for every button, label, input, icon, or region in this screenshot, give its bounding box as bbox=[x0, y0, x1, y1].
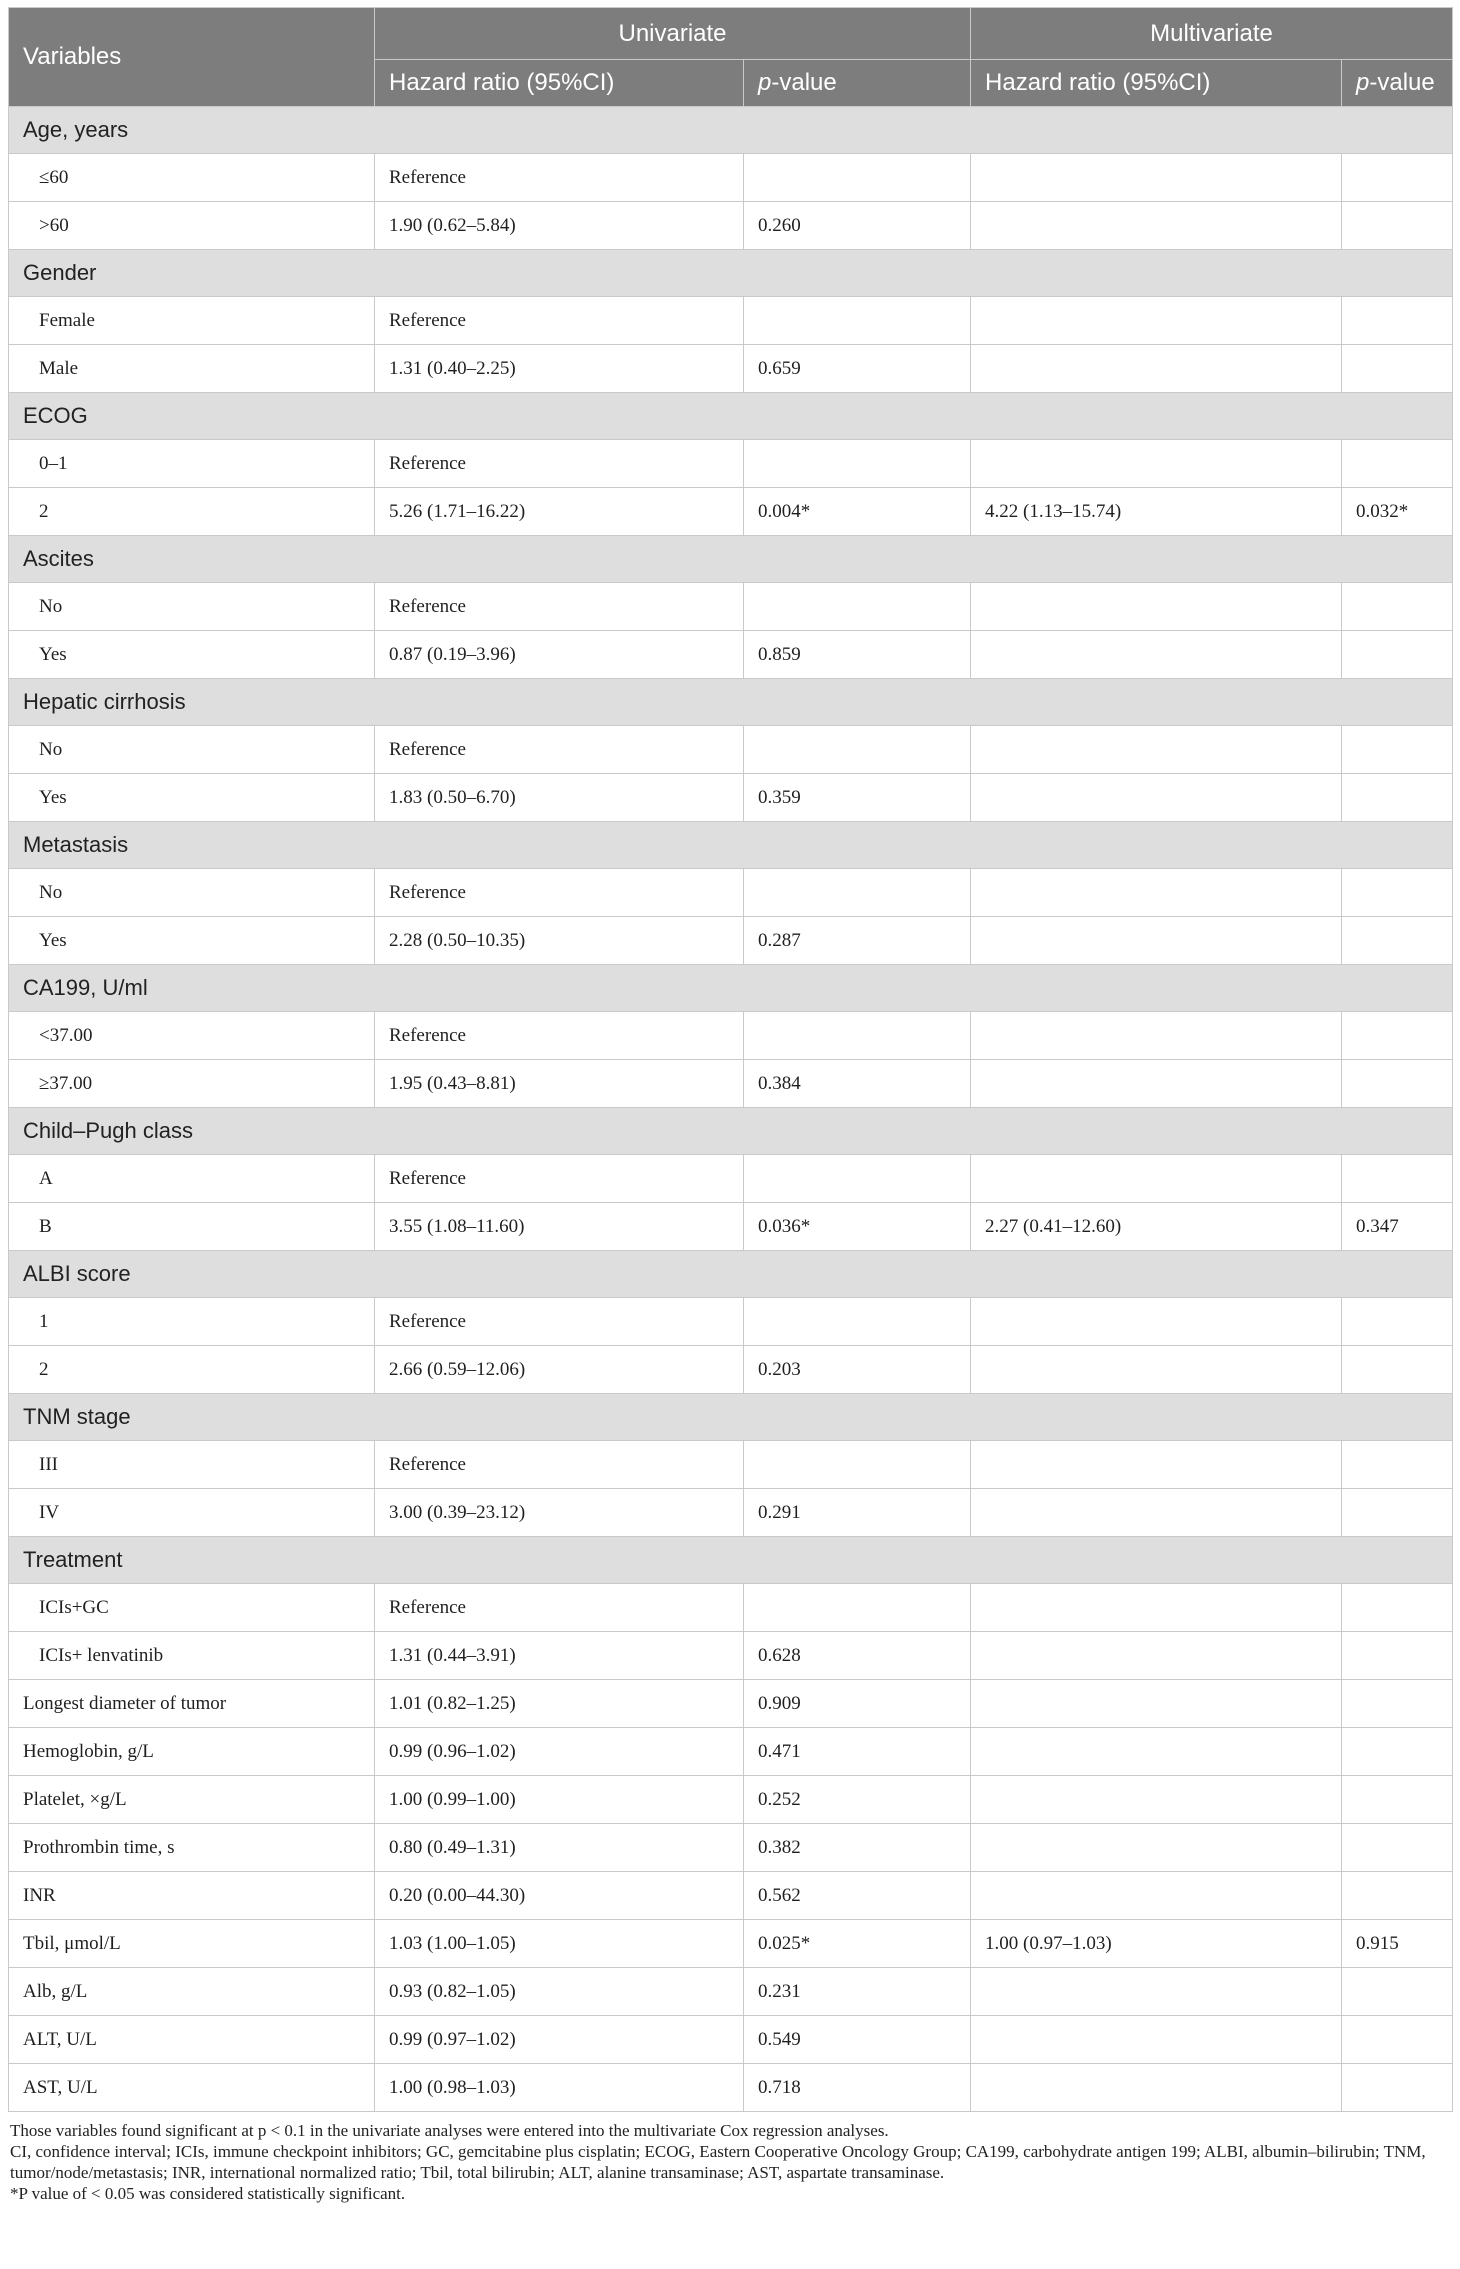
multivariate-hazard-ratio bbox=[971, 1060, 1342, 1108]
univariate-hazard-ratio: Reference bbox=[375, 1298, 744, 1346]
univariate-p-value: 0.549 bbox=[744, 2016, 971, 2064]
multivariate-hazard-ratio bbox=[971, 345, 1342, 393]
table-section-row bbox=[9, 107, 1453, 154]
univariate-p-value: 0.659 bbox=[744, 345, 971, 393]
multivariate-p-value bbox=[1342, 1346, 1453, 1394]
univariate-p-value: 0.260 bbox=[744, 202, 971, 250]
univariate-p-value: 0.231 bbox=[744, 1968, 971, 2016]
univariate-p-value: 0.382 bbox=[744, 1824, 971, 1872]
variable-label: B bbox=[9, 1203, 375, 1251]
univariate-p-value bbox=[744, 1012, 971, 1060]
footnote-abbreviations: CI, confidence interval; ICIs, immune checkpoint inhibitors; GC, gemcitabine plus cisplatin; ECOG, Eastern Cooperative Oncology Group; CA199, carbohydrate antigen 199; ALBI, albumin–bilirubin; TNM, tumor/node/metastasis; INR, international normalized ratio; Tbil, total bilirubin; ALT, alanine transaminase; AST, aspartate transaminase. bbox=[10, 2142, 1426, 2182]
table-section-row bbox=[9, 1394, 1453, 1441]
multivariate-hazard-ratio bbox=[971, 1298, 1342, 1346]
multivariate-p-value bbox=[1342, 1489, 1453, 1537]
univariate-p-value: 0.859 bbox=[744, 631, 971, 679]
univariate-p-value: 0.562 bbox=[744, 1872, 971, 1920]
p-suffix: -value bbox=[771, 69, 837, 96]
variable-label: ALT, U/L bbox=[9, 2016, 375, 2064]
multivariate-hazard-ratio bbox=[971, 1441, 1342, 1489]
table-section-row bbox=[9, 822, 1453, 869]
multivariate-hazard-ratio bbox=[971, 917, 1342, 965]
footnote-significance-threshold: Those variables found significant at p < 0.1 in the univariate analyses were entered into the multivariate Cox regression analyses. bbox=[10, 2121, 889, 2140]
multivariate-p-value bbox=[1342, 1155, 1453, 1203]
table-row bbox=[9, 202, 1453, 250]
header-multivariate-hr: Hazard ratio (95%CI) bbox=[971, 60, 1342, 107]
variable-label: Hemoglobin, g/L bbox=[9, 1728, 375, 1776]
univariate-p-value: 0.384 bbox=[744, 1060, 971, 1108]
multivariate-hazard-ratio bbox=[971, 202, 1342, 250]
univariate-hazard-ratio: 0.93 (0.82–1.05) bbox=[375, 1968, 744, 2016]
univariate-hazard-ratio: 1.31 (0.40–2.25) bbox=[375, 345, 744, 393]
univariate-p-value: 0.025* bbox=[744, 1920, 971, 1968]
univariate-hazard-ratio: Reference bbox=[375, 154, 744, 202]
table-row bbox=[9, 1584, 1453, 1632]
table-row bbox=[9, 1346, 1453, 1394]
multivariate-hazard-ratio bbox=[971, 726, 1342, 774]
variable-label: ICIs+GC bbox=[9, 1584, 375, 1632]
variable-label: 0–1 bbox=[9, 440, 375, 488]
multivariate-p-value bbox=[1342, 726, 1453, 774]
multivariate-hazard-ratio bbox=[971, 2064, 1342, 2112]
variable-label: 1 bbox=[9, 1298, 375, 1346]
variable-label: Yes bbox=[9, 631, 375, 679]
header-multivariate: Multivariate bbox=[971, 8, 1453, 60]
multivariate-hazard-ratio bbox=[971, 869, 1342, 917]
multivariate-p-value: 0.032* bbox=[1342, 488, 1453, 536]
section-label: Gender bbox=[9, 250, 1453, 297]
table-row bbox=[9, 1441, 1453, 1489]
table-row bbox=[9, 1203, 1453, 1251]
univariate-p-value bbox=[744, 1155, 971, 1203]
p-suffix: -value bbox=[1369, 69, 1435, 96]
univariate-hazard-ratio: 1.03 (1.00–1.05) bbox=[375, 1920, 744, 1968]
univariate-hazard-ratio: 1.00 (0.99–1.00) bbox=[375, 1776, 744, 1824]
univariate-hazard-ratio: 0.99 (0.97–1.02) bbox=[375, 2016, 744, 2064]
univariate-p-value bbox=[744, 583, 971, 631]
table-row bbox=[9, 1298, 1453, 1346]
variable-label: Male bbox=[9, 345, 375, 393]
univariate-p-value: 0.252 bbox=[744, 1776, 971, 1824]
multivariate-p-value bbox=[1342, 869, 1453, 917]
table-row bbox=[9, 583, 1453, 631]
multivariate-p-value bbox=[1342, 1441, 1453, 1489]
multivariate-p-value: 0.347 bbox=[1342, 1203, 1453, 1251]
multivariate-hazard-ratio: 2.27 (0.41–12.60) bbox=[971, 1203, 1342, 1251]
table-row bbox=[9, 1489, 1453, 1537]
table-row bbox=[9, 1060, 1453, 1108]
table-row bbox=[9, 1012, 1453, 1060]
univariate-p-value bbox=[744, 297, 971, 345]
table-row bbox=[9, 1728, 1453, 1776]
univariate-hazard-ratio: Reference bbox=[375, 440, 744, 488]
section-label: CA199, U/ml bbox=[9, 965, 1453, 1012]
multivariate-p-value bbox=[1342, 1872, 1453, 1920]
variable-label: Alb, g/L bbox=[9, 1968, 375, 2016]
variable-label: Prothrombin time, s bbox=[9, 1824, 375, 1872]
header-multivariate-p bbox=[1342, 60, 1453, 107]
multivariate-hazard-ratio bbox=[971, 1872, 1342, 1920]
univariate-p-value: 0.036* bbox=[744, 1203, 971, 1251]
table-container bbox=[8, 7, 1452, 2204]
univariate-p-value bbox=[744, 1298, 971, 1346]
univariate-hazard-ratio: 0.99 (0.96–1.02) bbox=[375, 1728, 744, 1776]
univariate-p-value: 0.909 bbox=[744, 1680, 971, 1728]
multivariate-p-value bbox=[1342, 1776, 1453, 1824]
footnote-p-value: *P value of < 0.05 was considered statistically significant. bbox=[10, 2184, 406, 2203]
multivariate-p-value bbox=[1342, 154, 1453, 202]
univariate-hazard-ratio: 1.83 (0.50–6.70) bbox=[375, 774, 744, 822]
univariate-hazard-ratio: 3.00 (0.39–23.12) bbox=[375, 1489, 744, 1537]
variable-label: Longest diameter of tumor bbox=[9, 1680, 375, 1728]
multivariate-hazard-ratio bbox=[971, 583, 1342, 631]
multivariate-p-value bbox=[1342, 1728, 1453, 1776]
univariate-p-value bbox=[744, 154, 971, 202]
variable-label: Female bbox=[9, 297, 375, 345]
multivariate-hazard-ratio bbox=[971, 1346, 1342, 1394]
table-section-row bbox=[9, 393, 1453, 440]
variable-label: Platelet, ×g/L bbox=[9, 1776, 375, 1824]
univariate-hazard-ratio: Reference bbox=[375, 1012, 744, 1060]
table-row bbox=[9, 154, 1453, 202]
section-label: Hepatic cirrhosis bbox=[9, 679, 1453, 726]
table-section-row bbox=[9, 1108, 1453, 1155]
table-row bbox=[9, 1632, 1453, 1680]
univariate-hazard-ratio: 1.00 (0.98–1.03) bbox=[375, 2064, 744, 2112]
univariate-hazard-ratio: 0.20 (0.00–44.30) bbox=[375, 1872, 744, 1920]
table-row bbox=[9, 917, 1453, 965]
table-row bbox=[9, 869, 1453, 917]
table-row bbox=[9, 1920, 1453, 1968]
table-section-row bbox=[9, 536, 1453, 583]
multivariate-p-value bbox=[1342, 1060, 1453, 1108]
multivariate-hazard-ratio bbox=[971, 1489, 1342, 1537]
univariate-hazard-ratio: 1.95 (0.43–8.81) bbox=[375, 1060, 744, 1108]
section-label: ECOG bbox=[9, 393, 1453, 440]
univariate-hazard-ratio: 5.26 (1.71–16.22) bbox=[375, 488, 744, 536]
univariate-p-value: 0.471 bbox=[744, 1728, 971, 1776]
cox-regression-table bbox=[8, 7, 1453, 2112]
section-label: Ascites bbox=[9, 536, 1453, 583]
table-row bbox=[9, 440, 1453, 488]
section-label: Age, years bbox=[9, 107, 1453, 154]
table-footnotes bbox=[8, 2112, 1452, 2204]
section-label: ALBI score bbox=[9, 1251, 1453, 1298]
univariate-p-value: 0.004* bbox=[744, 488, 971, 536]
multivariate-hazard-ratio bbox=[971, 1824, 1342, 1872]
multivariate-hazard-ratio bbox=[971, 1728, 1342, 1776]
multivariate-p-value bbox=[1342, 1824, 1453, 1872]
table-row bbox=[9, 1968, 1453, 2016]
univariate-p-value: 0.628 bbox=[744, 1632, 971, 1680]
multivariate-hazard-ratio bbox=[971, 2016, 1342, 2064]
table-section-row bbox=[9, 1251, 1453, 1298]
table-row bbox=[9, 1824, 1453, 1872]
univariate-hazard-ratio: 1.90 (0.62–5.84) bbox=[375, 202, 744, 250]
multivariate-hazard-ratio bbox=[971, 1776, 1342, 1824]
section-label: TNM stage bbox=[9, 1394, 1453, 1441]
table-row bbox=[9, 774, 1453, 822]
multivariate-hazard-ratio: 4.22 (1.13–15.74) bbox=[971, 488, 1342, 536]
multivariate-p-value bbox=[1342, 1298, 1453, 1346]
table-row bbox=[9, 488, 1453, 536]
table-section-row bbox=[9, 250, 1453, 297]
variable-label: A bbox=[9, 1155, 375, 1203]
multivariate-hazard-ratio bbox=[971, 1155, 1342, 1203]
header-univariate-hr: Hazard ratio (95%CI) bbox=[375, 60, 744, 107]
multivariate-hazard-ratio bbox=[971, 1632, 1342, 1680]
variable-label: ≥37.00 bbox=[9, 1060, 375, 1108]
variable-label: Yes bbox=[9, 917, 375, 965]
variable-label: <37.00 bbox=[9, 1012, 375, 1060]
multivariate-hazard-ratio: 1.00 (0.97–1.03) bbox=[971, 1920, 1342, 1968]
variable-label: INR bbox=[9, 1872, 375, 1920]
variable-label: III bbox=[9, 1441, 375, 1489]
univariate-p-value bbox=[744, 869, 971, 917]
table-row bbox=[9, 297, 1453, 345]
variable-label: AST, U/L bbox=[9, 2064, 375, 2112]
header-univariate: Univariate bbox=[375, 8, 971, 60]
header-variables: Variables bbox=[9, 8, 375, 107]
univariate-p-value: 0.718 bbox=[744, 2064, 971, 2112]
univariate-p-value bbox=[744, 1441, 971, 1489]
variable-label: >60 bbox=[9, 202, 375, 250]
variable-label: No bbox=[9, 583, 375, 631]
table-row bbox=[9, 1155, 1453, 1203]
multivariate-p-value bbox=[1342, 1584, 1453, 1632]
multivariate-hazard-ratio bbox=[971, 297, 1342, 345]
univariate-p-value bbox=[744, 726, 971, 774]
multivariate-p-value bbox=[1342, 202, 1453, 250]
variable-label: No bbox=[9, 726, 375, 774]
univariate-hazard-ratio: Reference bbox=[375, 869, 744, 917]
univariate-p-value: 0.291 bbox=[744, 1489, 971, 1537]
variable-label: 2 bbox=[9, 1346, 375, 1394]
univariate-p-value: 0.287 bbox=[744, 917, 971, 965]
table-row bbox=[9, 1776, 1453, 1824]
variable-label: 2 bbox=[9, 488, 375, 536]
univariate-hazard-ratio: 2.28 (0.50–10.35) bbox=[375, 917, 744, 965]
univariate-hazard-ratio: Reference bbox=[375, 1584, 744, 1632]
variable-label: ICIs+ lenvatinib bbox=[9, 1632, 375, 1680]
multivariate-p-value bbox=[1342, 1632, 1453, 1680]
univariate-hazard-ratio: Reference bbox=[375, 583, 744, 631]
multivariate-hazard-ratio bbox=[971, 440, 1342, 488]
univariate-hazard-ratio: 0.87 (0.19–3.96) bbox=[375, 631, 744, 679]
multivariate-p-value bbox=[1342, 297, 1453, 345]
univariate-hazard-ratio: Reference bbox=[375, 1155, 744, 1203]
multivariate-hazard-ratio bbox=[971, 1968, 1342, 2016]
multivariate-p-value bbox=[1342, 2064, 1453, 2112]
table-row bbox=[9, 2064, 1453, 2112]
header-univariate-p bbox=[744, 60, 971, 107]
table-row bbox=[9, 2016, 1453, 2064]
variable-label: No bbox=[9, 869, 375, 917]
variable-label: IV bbox=[9, 1489, 375, 1537]
univariate-hazard-ratio: 2.66 (0.59–12.06) bbox=[375, 1346, 744, 1394]
table-row bbox=[9, 726, 1453, 774]
multivariate-p-value bbox=[1342, 440, 1453, 488]
table-row bbox=[9, 1872, 1453, 1920]
multivariate-p-value bbox=[1342, 1012, 1453, 1060]
table-section-row bbox=[9, 965, 1453, 1012]
multivariate-hazard-ratio bbox=[971, 1584, 1342, 1632]
multivariate-p-value bbox=[1342, 1680, 1453, 1728]
section-label: Child–Pugh class bbox=[9, 1108, 1453, 1155]
univariate-hazard-ratio: Reference bbox=[375, 297, 744, 345]
table-row bbox=[9, 1680, 1453, 1728]
multivariate-p-value bbox=[1342, 2016, 1453, 2064]
variable-label: ≤60 bbox=[9, 154, 375, 202]
multivariate-hazard-ratio bbox=[971, 154, 1342, 202]
multivariate-p-value bbox=[1342, 583, 1453, 631]
variable-label: Tbil, μmol/L bbox=[9, 1920, 375, 1968]
multivariate-p-value bbox=[1342, 1968, 1453, 2016]
section-label: Metastasis bbox=[9, 822, 1453, 869]
univariate-p-value bbox=[744, 440, 971, 488]
section-label: Treatment bbox=[9, 1537, 1453, 1584]
multivariate-p-value bbox=[1342, 917, 1453, 965]
multivariate-hazard-ratio bbox=[971, 1680, 1342, 1728]
multivariate-hazard-ratio bbox=[971, 631, 1342, 679]
variable-label: Yes bbox=[9, 774, 375, 822]
multivariate-p-value bbox=[1342, 774, 1453, 822]
p-italic: p bbox=[758, 69, 772, 96]
table-body bbox=[9, 107, 1453, 2112]
univariate-hazard-ratio: 1.01 (0.82–1.25) bbox=[375, 1680, 744, 1728]
table-section-row bbox=[9, 679, 1453, 726]
multivariate-p-value bbox=[1342, 345, 1453, 393]
multivariate-p-value bbox=[1342, 631, 1453, 679]
p-italic: p bbox=[1356, 69, 1370, 96]
univariate-hazard-ratio: Reference bbox=[375, 726, 744, 774]
univariate-p-value bbox=[744, 1584, 971, 1632]
table-section-row bbox=[9, 1537, 1453, 1584]
table-row bbox=[9, 631, 1453, 679]
univariate-hazard-ratio: 3.55 (1.08–11.60) bbox=[375, 1203, 744, 1251]
multivariate-hazard-ratio bbox=[971, 774, 1342, 822]
univariate-hazard-ratio: 1.31 (0.44–3.91) bbox=[375, 1632, 744, 1680]
table-row bbox=[9, 345, 1453, 393]
univariate-hazard-ratio: 0.80 (0.49–1.31) bbox=[375, 1824, 744, 1872]
univariate-p-value: 0.203 bbox=[744, 1346, 971, 1394]
multivariate-hazard-ratio bbox=[971, 1012, 1342, 1060]
multivariate-p-value: 0.915 bbox=[1342, 1920, 1453, 1968]
univariate-p-value: 0.359 bbox=[744, 774, 971, 822]
table-header bbox=[9, 8, 1453, 107]
univariate-hazard-ratio: Reference bbox=[375, 1441, 744, 1489]
